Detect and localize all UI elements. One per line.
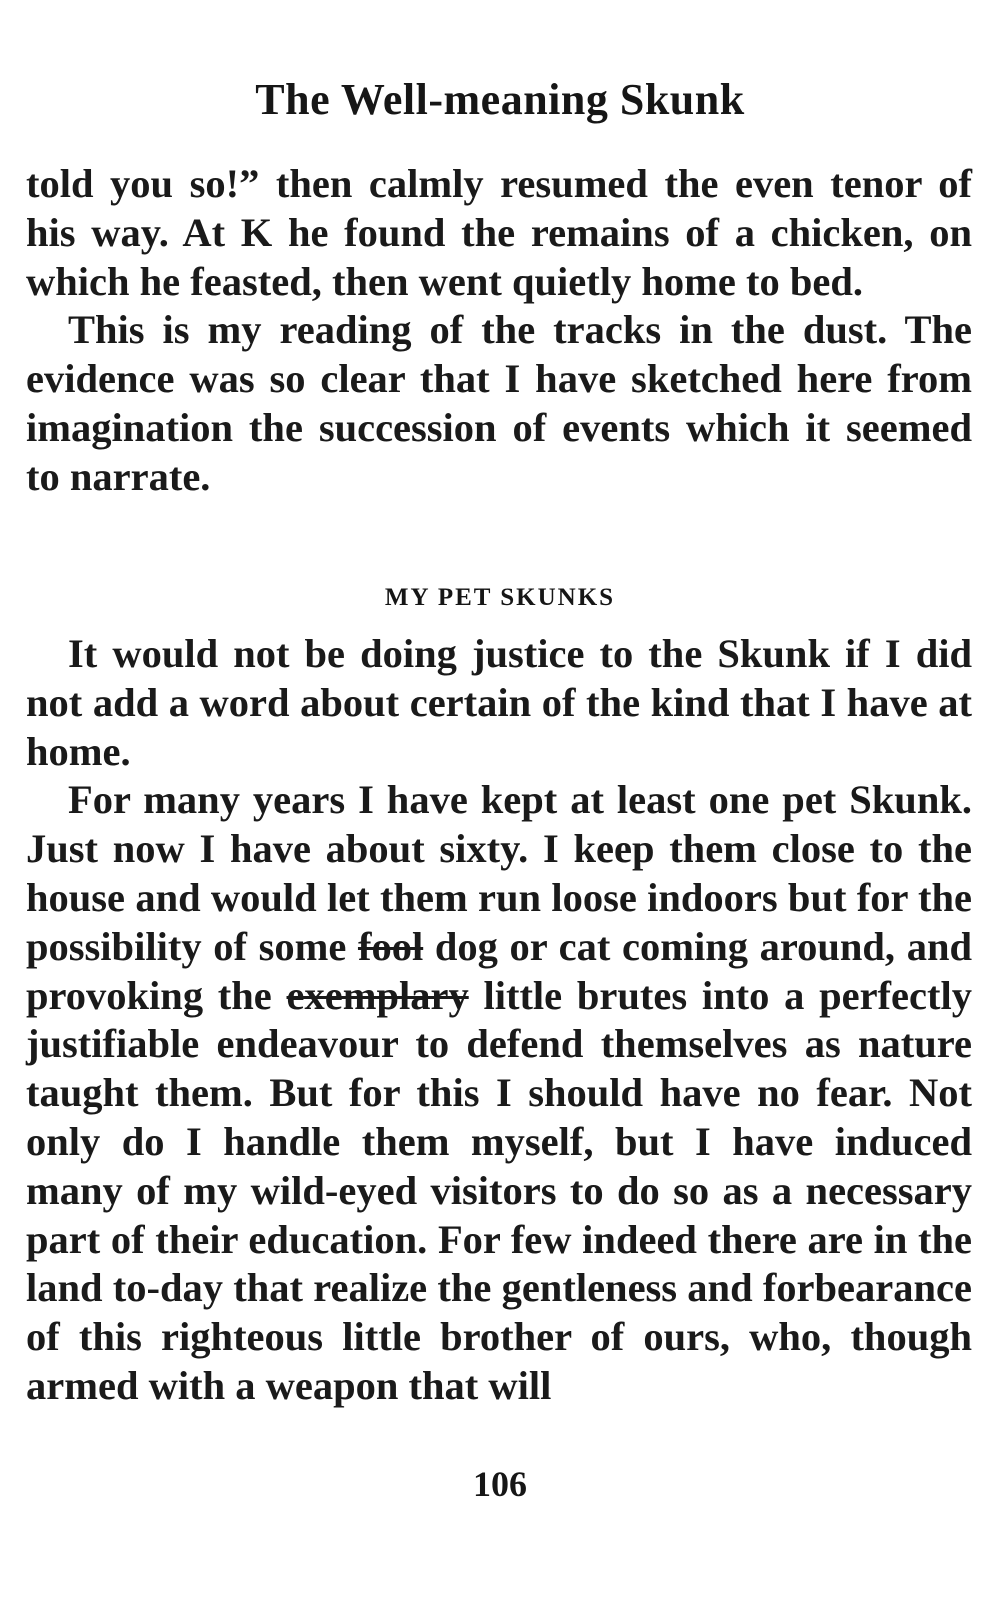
page-number: 106 — [473, 1464, 527, 1504]
text-segment: little brutes into a perfectly justifiable endeavour to defend themselves as nature taught them. But for this I should have no fear. Not only do I handle them myself, but I have induced many of my wild-eyed visitors to do so as a necessary part of their education. For few indeed there are in the land to-day that realize the gentleness and forbearance of this righteous little brother of ours, who, though armed with a weapon that will — [26, 972, 972, 1408]
paragraph-pet-skunks — [26, 776, 972, 1410]
text-block-bottom — [26, 630, 972, 1411]
text-block-top — [26, 160, 972, 502]
section-heading: MY PET SKUNKS — [384, 584, 616, 611]
running-head: The Well-meaning Skunk — [255, 75, 745, 124]
struck-word: fool — [357, 923, 424, 969]
struck-word: exemplary — [286, 972, 469, 1018]
text-segment: dog or cat coming around, and provoking the — [26, 923, 972, 1018]
paragraph-justice: It would not be doing justice to the Skunk if I did not add a word about certain of the kind that I have at home. — [26, 631, 972, 774]
paragraph-tracks-reading: This is my reading of the tracks in the dust. The evidence was so clear that I have sketched here from imagination the succession of events which it seemed to narrate. — [26, 307, 972, 499]
paragraph-continued: told you so!” then calmly resumed the even tenor of his way. At K he found the remains of a chicken, on which he feasted, then went quietly home to bed. — [26, 161, 972, 304]
text-segment: For many years I have kept at least one pet Skunk. Just now I have about sixty. I keep them close to the house and would let them run loose indoors but for the possibility of some — [26, 777, 972, 969]
